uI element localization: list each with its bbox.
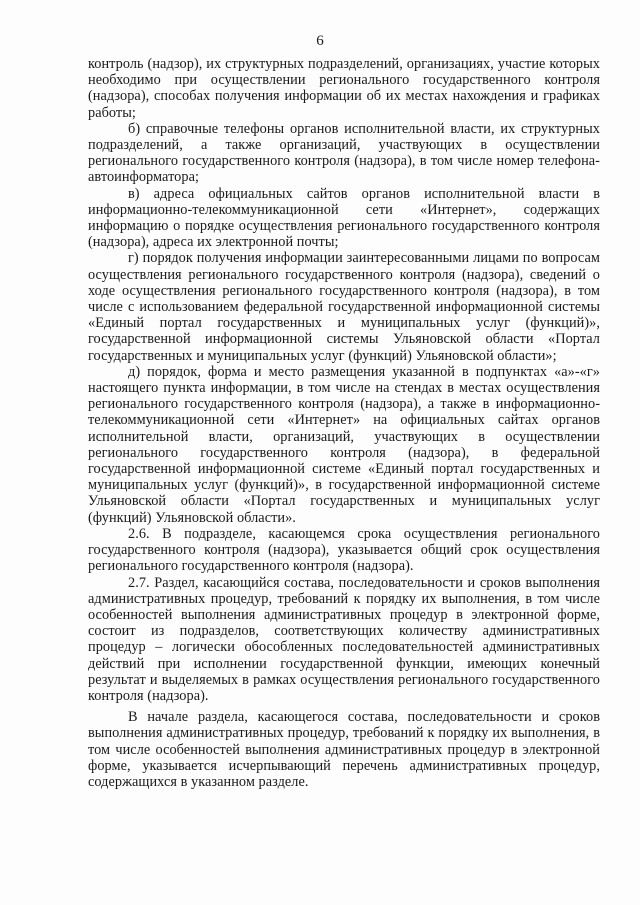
page-number: 6 — [316, 33, 324, 49]
paragraph-continuation: контроль (надзор), их структурных подразделений, организациях, участие которых необходимо при осуществлении регионального государственного контроля (надзора), способах получения информации об их местах нахождения и графиках работы; — [88, 56, 600, 121]
paragraph-section-intro: В начале раздела, касающегося состава, последовательности и сроков выполнения административных процедур, требований к порядку их выполнения, в том числе особенностей выполнения административных процедур в электронной форме, указывается исчерпывающий перечень административных процедур, содержащихся в указанном разделе. — [88, 709, 600, 790]
paragraph-item-g: г) порядок получения информации заинтересованными лицами по вопросам осуществления регионального государственного контроля (надзора), сведений о ходе осуществления регионального государственного контроля (надзора), в том числе с использованием федеральной государственной информационной системы «Единый портал государственных и муниципальных услуг (функций)», государственной информационной системы Ульяновской области «Портал государственных и муниципальных услуг (функций) Ульяновской области»; — [88, 250, 600, 364]
paragraph-item-b: б) справочные телефоны органов исполнительной власти, их структурных подразделений, а также организаций, участвующих в осуществлении регионального государственного контроля (надзора), в том числе номер телефона-автоинформатора; — [88, 120, 600, 186]
paragraph-item-d: д) порядок, форма и место размещения указанной в подпунктах «а»-«г» настоящего пункта информации, в том числе на стендах в местах осуществления регионального государственного контроля (надзора), а также в информационно-телекоммуникационной сети «Интернет» на официальных сайтах органов исполнительной власти, организаций, участвующих в осуществлении регионального государственного контроля (надзора), в федеральной государственной информационной системе «Единый портал государственных и муниципальных услуг (функций)», в государственной информационной системе Ульяновской области «Портал государственных и муниципальных услуг (функций) Ульяновской области». — [88, 363, 600, 526]
document-body — [88, 56, 600, 790]
paragraph-item-v: в) адреса официальных сайтов органов исполнительной власти в информационно-телекоммуникационной сети «Интернет», содержащих информацию о порядке осуществления регионального государственного контроля (надзора), адреса их электронной почты; — [88, 185, 600, 251]
paragraph-2-6: 2.6. В подразделе, касающемся срока осуществления регионального государственного контроля (надзора), указывается общий срок осуществления регионального государственного контроля (надзора). — [88, 525, 600, 575]
paragraph-2-7: 2.7. Раздел, касающийся состава, последовательности и сроков выполнения административных процедур, требований к порядку их выполнения, в том числе особенностей выполнения административных процедур в электронной форме, состоит из подразделов, соответствующих количеству административных процедур – логически обособленных последовательностей административных действий при исполнении государственной функции, имеющих конечный результат и выделяемых в рамках осуществления регионального государственного контроля (надзора). — [88, 574, 600, 704]
